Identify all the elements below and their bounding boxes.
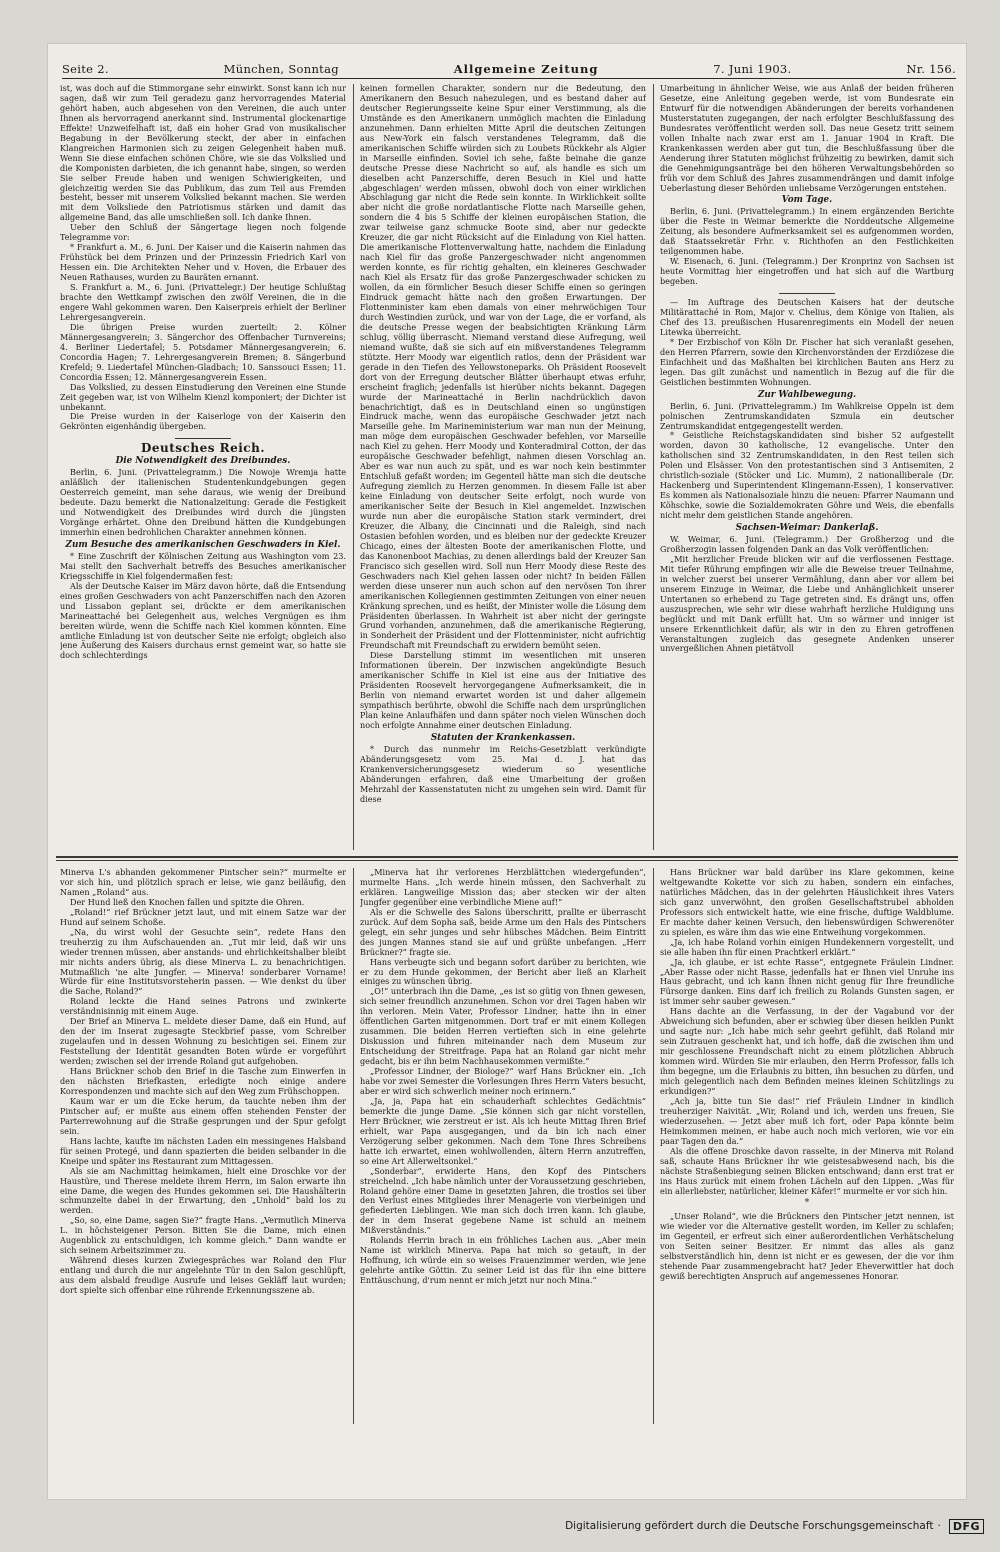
column-rule (653, 84, 654, 850)
paragraph: Diese Darstellung stimmt im wesentlichen mit unseren Informationen überein. Der inzwischen angekündigte Besuch amerikanischer Schiffe in Kiel ist eine aus der Initiative des Präsidenten Roosevelt hervorgegangene Aufmerksamkeit, die in Berlin von niemand erwartet worden ist und daher allgemein sympathisch berührte, obwohl die Schiffe nach dem ursprünglichen Plan keine Anlaufhäfen und dann später noch vielen Wünschen doch noch erfolgte Annahme einer deutschen Einladung. (360, 650, 646, 730)
paragraph: Während dieses kurzen Zwiegespräches war Roland den Flur entlang und durch die nur angelehnte Tür in den Salon geschlüpft, aus dem alsbald freudige Ausrufe und leises Gekläff laut wurden; dort spielte sich offenbar eine rührende Erkennungsszene ab. (60, 1255, 346, 1296)
place-day: München, Sonntag (223, 62, 339, 76)
paragraph: Hans dachte an die Verfassung, in der der Vagabund vor der Abweichung sich befunden, aber er schwieg über diesen heiklen Punkt und sagte nur: „Ich habe mich sehr geehrt gefühlt, daß Roland mir sein Zutrauen geschenkt hat, und ich hoffe, daß die zwischen ihm und mir geschlossene Freundschaft nicht zu einem plötzlichen Abbruch kommen wird. Würden Sie mir erlauben, den Herrn Professor, falls ich ihm begegne, um die Erlaubnis zu bitten, ihn besuchen zu dürfen, und mich gelegentlich nach dem Befinden meines kleinen Schützlings zu erkundigen?“ (660, 1006, 954, 1096)
paragraph: „Ach ja, bitte tun Sie das!“ rief Fräulein Lindner in kindlich treuherziger Naivität. „Wir, Roland und ich, werden uns freuen, Sie wiederzusehen. — Jetzt aber muß ich fort, oder Papa könnte beim Heimkommen meinen, er habe auch noch mich verloren, wie vor ein paar Tagen den da.“ (660, 1095, 954, 1146)
column-rule (353, 84, 354, 850)
paragraph: Der Brief an Minerva L. meldete dieser Dame, daß ein Hund, auf den der im Inserat zugesagte Steckbrief passe, vom Schreiber zugelaufen und in dessen Wohnung zu besichtigen sei. Einem zur Feststellung der Identität gesandten Boten würde er vorgeführt werden; zwischen sei der irrende Roland gut aufgehoben. (60, 1016, 346, 1067)
paragraph: Als er die Schwelle des Salons überschritt, prallte er überrascht zurück. Auf dem Sopha saß, beide Arme um den Hals des Pintschers gelegt, ein sehr junges und sehr hübsches Mädchen. Beim Eintritt des jungen Mannes stand sie auf und grüßte unbefangen. „Herr Brückner?“ fragte sie. (360, 906, 646, 957)
paragraph: „Minerva hat ihr verlorenes Herzblättchen wiedergefunden“, murmelte Hans. „Ich werde hinein müssen, den Sachverhalt zu erklären. Langweilige Mission das; aber stecken wir der alten Jungfer gegenüber eine verbindliche Miene auf!“ (360, 868, 646, 907)
divider (175, 438, 231, 439)
paragraph: „Ja, ja, Papa hat ein schauderhaft schlechtes Gedächtnis“ bemerkte die junge Dame. „Sie können sich gar nicht vorstellen, Herr Brückner, wie zerstreut er ist. Als ich heute Mittag Ihren Brief erhielt, war Papa ausgegangen, und da bin ich nach einer Verzögerung selber gekommen. Nach dem Tone Ihres Schreibens hatte ich erwartet, einen wohlwollenden, ältern Herrn anzutreffen, so eine Art Allerweltsonkel.“ (360, 1095, 646, 1166)
paragraph: Minerva L's abhanden gekommener Pintscher sein?“ murmelte er vor sich hin, und plötzlich sprach er leise, wie ganz beiläufig, den Namen „Roland“ aus. (60, 868, 346, 897)
article-heading: Vom Tage. (781, 195, 833, 206)
article-heading: Sachsen-Weimar: Dankerlaß. (735, 523, 879, 534)
divider (779, 293, 835, 294)
paragraph: S. Frankfurt a. M., 6. Juni. (Privattelegr.) Der heutige Schlußtag brachte den Wettkampf zwischen den zwölf Vereinen, die in die engere Wahl gekommen waren. Den Kaiserpreis erhielt der Berliner Lehrergesangverein. (60, 282, 346, 322)
paragraph: * Geistliche Reichstagskandidaten sind bisher 52 aufgestellt worden, davon 30 katholische, 12 evangelische. Unter den katholischen sind 32 Zentrumskandidaten, in den Rest teilen sich Polen und Elsässer. Von den protestantischen sind 3 Antisemiten, 2 christlich-soziale (Stöcker und Lic. Mumm), 2 nationalliberale (Dr. Hackenberg und Superintendent Klingemann-Essen), 1 konservativer. Es kommen als Nationalsoziale hinzu die neuen: Pfarrer Naumann und Köhschke, sowie die Sozialdemokraten Göhre und Weis, die ebenfalls nicht mehr dem geistlichen Stande angehören. (660, 430, 954, 521)
paragraph: * Der Erzbischof von Köln Dr. Fischer hat sich veranlaßt gesehen, den Herren Pfarrern, sowie den Kirchenvorständen der Erzdiözese die Einfachheit und das Maßhalten bei kirchlichen Bauten ans Herz zu legen. Das gilt zunächst und namentlich in Bezug auf die für die Geistlichen bestimmten Wohnungen. (660, 336, 954, 387)
paragraph: * Durch das nunmehr im Reichs-Gesetzblatt verkündigte Abänderungsgesetz vom 25. Mai d. J. hat das Krankenversicherungsgesetz wiederum so wesentliche Abänderungen erfahren, daß eine Umarbeitung der großen Mehrzahl der Kassenstatuten nicht zu umgehen sein wird. Damit für diese (360, 743, 646, 804)
feuilleton-divider (56, 856, 958, 858)
paragraph: W. Eisenach, 6. Juni. (Telegramm.) Der Kronprinz von Sachsen ist heute Vormittag hier eingetroffen und hat sich auf die Wartburg begeben. (660, 256, 954, 287)
newspaper-page (48, 44, 966, 1499)
paragraph: „Roland!“ rief Brückner jetzt laut, und mit einem Satze war der Hund auf seinem Schoße. (60, 906, 346, 927)
paragraph: Die übrigen Preise wurden zuerteilt: 2. Kölner Männergesangverein; 3. Sängerchor des Offenbacher Turnvereins; 4. Berliner Liedertafel; 5. Potsdamer Männergesangverein; 6. Concordia Hagen; 7. Lehrergesangverein Bremen; 8. Sängerbund Krefeld; 9. Liedertafel München-Gladbach; 10. Sanssouci Essen; 11. Concordia Essen; 12. Männergesangverein Essen. (60, 321, 346, 382)
article-heading: Zum Besuche des amerikanischen Geschwaders in Kiel. (65, 539, 341, 550)
paragraph: „Sonderbar“, erwiderte Hans, den Kopf des Pintschers streichelnd. „Ich habe nämlich unter der Voraussetzung geschrieben, Roland gehöre einer Dame in gesetzten Jahren, die trostlos sei über den Verlust eines Mitgliedes ihrer Menagerie von vierbeinigen und gefiederten Lieblingen. Wie man sich doch irren kann. Ich glaube, der in dem Inserat gegebene Name ist schuld an meinem Mißverständnis.“ (360, 1165, 646, 1236)
page-label: Seite 2. (62, 62, 109, 76)
news-column-2 (360, 84, 646, 852)
article-heading: Zur Wahlbewegung. (757, 389, 857, 400)
paragraph: Berlin, 6. Juni. (Privattelegramm.) Die Nowoje Wremja hatte anläßlich der italienischen Studentenkundgebungen gegen Oesterreich gemeint, man sehe daraus, wie wenig der Dreibund bedeute. Dazu bemerkt die Nationalzeitung: Gerade die Festigkeit und Notwendigkeit des Dreibundes wird durch die jüngsten Vorgänge erhärtet. Ohne den Dreibund hätten die Kundgebungen immerhin einen bedrohlichen Charakter annehmen können. (60, 467, 346, 537)
paragraph: „O!“ unterbrach ihn die Dame, „es ist so gütig von Ihnen gewesen, sich seiner freundlich anzunehmen. Schon vor drei Tagen haben wir ihn verloren. Mein Vater, Professor Lindner, hatte ihn in einer öffentlichen Garten mitgenommen. Dort traf er mit einem Kollegen zusammen. Die beiden Herren vertieften sich in eine gelehrte Diskussion und fuhren miteinander nach dem Museum zur Entscheidung der Streitfrage. Papa hat an Roland gar nicht mehr gedacht, bis er ihn beim Nachhausekommen vermißte.“ (360, 986, 646, 1067)
feuilleton-divider-thin (56, 860, 958, 861)
paragraph: Rolands Herrin brach in ein fröhliches Lachen aus. „Aber mein Name ist wirklich Minerva. Papa hat mich so getauft, in der Hoffnung, ich würde ein so weises Frauenzimmer werden, wie jene gelehrte antike Göttin. Zu seiner Leid ist das für ihn eine bittere Enttäuschung, d'rum nennt er mich jetzt nur noch Mina.“ (360, 1235, 646, 1286)
paragraph: Kaum war er um die Ecke herum, da tauchte neben ihm der Pintscher auf; er mußte aus einem offen stehenden Fenster der Parterrewohnung auf die Straße gesprungen und der Spur gefolgt sein. (60, 1095, 346, 1136)
paragraph: „Professor Lindner, der Biologe?“ warf Hans Brückner ein. „Ich habe vor zwei Semester die Vorlesungen Ihres Herrn Vaters besucht, aber er wird sich schwerlich meiner noch erinnern.“ (360, 1066, 646, 1096)
footer-credit: Digitalisierung gefördert durch die Deutsche Forschungsgemeinschaft (565, 1520, 934, 1532)
paragraph: „Ja, ich glaube, er ist echte Rasse“, entgegnete Fräulein Lindner. „Aber Rasse oder nicht Rasse, jedenfalls hat er Ihnen viel Unruhe ins Haus gebracht, und ich kann Ihnen nicht genug für Ihre freundliche Fürsorge danken. Eins darf ich freilich zu Rolands Gunsten sagen, er ist immer sehr sauber gewesen.“ (660, 956, 954, 1007)
paragraph: „Mit herzlicher Freude blicken wir auf die verflossenen Festtage. Mit tiefer Rührung empfingen wir alle die Beweise treuer Teilnahme, in welcher zuerst bei unserer Vermählung, dann aber vor allem bei unserem Einzuge in Weimar, die Liebe und Anhänglichkeit unserer Untertanen so erhebend zu Tage getreten sind. Es drängt uns, offen auszusprechen, wie sehr wir diese wahrhaft herzliche Huldigung uns beglückt und mit Dank erfüllt hat. Um so wärmer und inniger ist unsere Erkenntlichkeit dafür, als wir in den zu Ehren getroffenen Veranstaltungen zugleich das gesegnete Andenken unserer unvergeßlichen Ahnen pietätvoll (660, 553, 954, 654)
paragraph: keinen formellen Charakter, sondern nur die Bedeutung, den Amerikanern den Besuch nahezulegen, und es bestand daher auf deutscher Regierungsseite keine Spur einer Verstimmung, als die Umstände es den Amerikanern unmöglich machten die Einladung anzunehmen. Dann erhielten Mitte April die deutschen Zeitungen aus New-York ein falsch verstandenes Telegramm, daß die amerikanischen Schiffe würden sich zu Loubets Rückkehr als Algier in Marseille einfinden. Soviel ich sehe, faßte beinahe die ganze deutsche Presse diese Nachricht so auf, als handle es sich um dieselben acht Panzerschiffe, deren Besuch in Kiel und hatte ‚abgeschlagen' werden müssen, obwohl doch von einer wirklichen Abschlagung gar nicht die Rede sein konnte. In Wirklichkeit sollte aber nicht die große nordatlantische Flotte nach Marseille gehen, sondern die 4 bis 5 Schiffe der kleinen europäischen Station, die zwar teilweise ganz schmucke Boote sind, aber nur gedeckte Kreuzer, die gar nicht Rücksicht auf die Einladung von Kiel hatten. Die amerikanische Flottenverwaltung hatte, nachdem die Einladung nach Kiel für das große Panzergeschwader nicht angenommen werden konnte, es für richtig gehalten, ein kleineres Geschwader nach Kiel als Ersatz für das große Panzergeschwader schicken zu wollen, da ein förmlicher Besuch dieser Schiffe einen so geringen Eindruck gemacht hätte nach den großen Erwartungen. Der Flottenminister kam eben damals von einer mehrwöchigen Tour durch Westindien zurück, und war von der Lage, die er vorfand, als die deutsche Presse wegen der beabsichtigten Kränkung Lärm schlug, völlig überrascht. Niemand verstand diese Aufregung, weil niemand wußte, daß sie sich auf ein mißverstandenes Telegramm stützte. Herr Moody war eigentlich ratlos, denn der Präsident war gerade in den Tiefen des Yellowstoneparks. Oh Präsident Roosevelt dort von der Erregung deutscher Blätter überhaupt etwas erfuhr, erscheint fraglich; jedenfalls ist hierüber nichts bekannt. Dagegen wurde der Marineattaché in Berlin nachdrücklich davon benachrichtigt, daß es in Deutschland einen so ungünstigen Eindruck mache, wenn das europäische Geschwader jetzt nach Marseille gehe. Im Marineministerium war man nun der Meinung, man möge dem europäischen Geschwader befehlen, vor Marseille nach Kiel zu gehen. Herr Moody und Konteradmiral Cotton, der das europäische Geschwader befehligt, nahmen diesen Vorschlag an. Aber es war nun auch zu spät, und es war noch kein bestimmter Entschluß gefaßt worden; im Gegenteil hätte man sich die deutsche Aufregung ziemlich zu Herzen genommen. In diesem Falle ist aber keine Einladung von deutscher Seite erfolgt, noch wurde von amerikanischer Seite der Besuch in Kiel angemeldet. Inzwischen wurde nun aber die europäische Station stark vermindert, drei Kreuzer, die Albany, die Cincinnati und die Raleigh, sind nach Ostasien befohlen worden, und es bleiben nur der gedeckte Kreuzer Chicago, eines der ältesten Boote der amerikanischen Flotte, und das Kanonenboot Machias, zu denen allerdings bald der Kreuzer San Francisco sich gesellen wird. Soll nun Herr Moody diese Reste des Geschwaders nach Kiel gehen lassen oder nicht? In beiden Fällen werden diese unserer nun auch schon auf den nervösen Ton ihrer amerikanischen Kollegiennen gestimmten Zeitungen von einer neuen Kränkung sprechen, und es heißt, der Minister wolle die Lösung dem Präsidenten überlassen. In Wahrheit ist aber nicht der geringste Grund vorhanden, anzunehmen, daß die amerikanische Regierung, in Sonderheit der Präsident und der Flottenminister, nicht aufrichtig Freundschaft mit Freundschaft zu erwidern bemüht seien. (360, 84, 646, 651)
masthead (62, 56, 956, 79)
paragraph: „Unser Roland“, wie die Brückners den Pintscher jetzt nennen, ist wie wieder vor die Alternative gestellt worden, im Keller zu schlafen; im Gegenteil, er erfreut sich einer außerordentlichen Verhätschelung von Seiten seiner Besitzer. Er nimmt das alles als ganz selbstverständlich hin, denn ist nicht er es gewesen, der die vor ihm stehende Paar zusammengebracht hat? Jeder Eheverwittler hat doch gewiß berechtigten Anspruch auf angemessenes Honorar. (660, 1211, 954, 1282)
paragraph: Berlin, 6. Juni. (Privattelegramm.) Im Wahlkreise Oppeln ist dem polnischen Zentrumskandidaten Szmula ein deutscher Zentrumskandidat entgegengestellt werden. (660, 400, 954, 431)
column-rule (653, 868, 654, 1424)
paragraph: „Na, du wirst wohl der Gesuchte sein“, redete Hans den treuherzig zu ihm Aufschauenden an. „Tut mir leid, daß wir uns wieder trennen müssen, aber anstands- und ehrlichkeitshalber bleibt mir nichts anders übrig, als diese Minerva L. zu benachrichtigen. Mutmaßlich 'ne alte Jungfer. — Minerva! sonderbarer Vorname! Würde für eine Institutsvorsteherin passen. — Wie denkst du über die Sache, Roland?“ (60, 926, 346, 997)
paragraph: Roland leckte die Hand seines Patrons und zwinkerte verständnisinnig mit einem Auge. (60, 996, 346, 1017)
paragraph: Hans Brückner war bald darüber ins Klare gekommen, keine weltgewandte Kokette vor sich zu haben, sondern ein einfaches, natürliches Mädchen, das in der gelehrten Häuslichkeit ihres Vaters sich ganz unverwöhnt, den großen Gesellschaftstrubel abholden Professors sich entwickelt hatte, wie eine frische, duftige Waldblume. Er machte daher keinen Versuch, den liebenswürdigen Schwerenöter zu spielen, es wäre ihm das wie eine Entweihung vorgekommen. (660, 868, 954, 937)
paragraph: Hans lachte, kaufte im nächsten Laden ein messingenes Halsband für seinen Protegé, und dann spazierten die beiden selbander in die Kneipe und später ins Restaurant zum Mittagessen. (60, 1135, 346, 1166)
paragraph: — Im Auftrage des Deutschen Kaisers hat der deutsche Militärattaché in Rom, Major v. Chelius, dem Könige von Italien, als Chef des 13. preußischen Husarenregiments ein Modell der neuen Litewka überreicht. (660, 297, 954, 337)
section-star-icon: * (804, 1198, 810, 1209)
paragraph: Als sie am Nachmittag heimkamen, hielt eine Droschke vor der Haustüre, und Therese meldete ihrem Herrn, im Salon erwarte ihn eine Dame, die wegen des Hundes gekommen sei. Die Haushälterin schmunzelte dabei in der Erwartung, den „Unhold“ bald los zu werden. (60, 1165, 346, 1216)
paragraph: Als der Deutsche Kaiser im März davon hörte, daß die Entsendung eines großen Geschwaders von acht Panzerschiffen nach den Azoren und Lissabon geplant sei, drückte er dem amerikanischen Marineattaché bei Gelegenheit aus, welches Vergnügen es ihm bereiten würde, wenn die Schiffe nach Kiel kommen könnten. Eine amtliche Einladung ist von deutscher Seite nie erfolgt; obgleich also jene Äußerung des Kaisers durchaus ernst gemeint war, so hatte sie doch schlechterdings (60, 580, 346, 661)
news-column-1 (60, 84, 346, 852)
paragraph: Hans Brückner schob den Brief in die Tasche zum Einwerfen in den nächsten Briefkasten, erledigte noch einige andere Korrespondenzen und machte sich auf den Weg zum Frühschoppen. (60, 1066, 346, 1096)
issue-date: 7. Juni 1903. (713, 62, 792, 76)
digitization-footer (0, 1500, 1000, 1552)
section-title: Deutsches Reich. (140, 441, 266, 456)
paragraph: Berlin, 6. Juni. (Privattelegramm.) In einem ergänzenden Berichte über die Feste in Weimar bemerkte die Norddeutsche Allgemeine Zeitung, als besondere Aufmerksamkeit sei es aufgenommen worden, daß Staatssekretär Frhr. v. Richthofen an den Festlichkeiten teilgenommen habe. (660, 206, 954, 257)
paragraph: Umarbeitung in ähnlicher Weise, wie aus Anlaß der beiden früheren Gesetze, eine Anleitung gegeben werde, ist vom Bundesrate ein Entwurf für die notwendigen Abänderungen der bereits vorhandenen Musterstatuten zugegangen, der nach erfolgter Beschlußfassung des Bundesrates veröffentlicht werden soll. Das neue Gesetz tritt seinem vollen Inhalte nach zwar erst am 1. Januar 1904 in Kraft. Die Krankenkassen werden aber gut tun, die Beschlußfassung über die Aenderung ihrer Statuten möglichst frühzeitig zu bewirken, damit sich die Genehmigungsanträge bei den höheren Verwaltungsbehörden so früh vor dem Schluß des Jahres zusammendrängen und damit infolge Ueberlastung dieser Behörden unliebsame Verzögerungen entstehen. (660, 84, 954, 193)
news-column-3 (660, 84, 954, 852)
paragraph: Die Preise wurden in der Kaiserloge von der Kaiserin den Gekrönten eigenhändig übergeben. (60, 411, 346, 432)
newspaper-title: Allgemeine Zeitung (453, 62, 599, 76)
article-heading: Die Notwendigkeit des Dreibundes. (115, 456, 291, 467)
column-rule (353, 868, 354, 1424)
paragraph: Der Hund ließ den Knochen fallen und spitzte die Ohren. (70, 896, 305, 907)
paragraph: Hans verbeugte sich und begann sofort darüber zu berichten, wie er zu dem Hunde gekommen, der Bericht aber ließ an Klarheit einiges zu wünschen übrig. (360, 956, 646, 987)
paragraph: „So, so, eine Dame, sagen Sie?“ fragte Hans. „Vermutlich Minerva L. in höchsteigener Person. Bitten Sie die Dame, mich einen Augenblick zu entschuldigen, ich komme gleich.“ Dann wandte er sich seinem Arbeitszimmer zu. (60, 1215, 346, 1256)
footer-separator: · (937, 1520, 941, 1532)
paragraph: Ueber den Schluß der Sängertage liegen noch folgende Telegramme vor: (60, 222, 346, 243)
article-heading: Statuten der Krankenkassen. (430, 732, 576, 743)
paragraph: Das Volkslied, zu dessen Einstudierung den Vereinen eine Stunde Zeit gegeben war, ist von Wilhelm Kienzl komponiert; der Dichter ist unbekannt. (60, 381, 346, 412)
issue-number: Nr. 156. (906, 62, 956, 76)
paragraph: * Frankfurt a. M., 6. Juni. Der Kaiser und die Kaiserin nahmen das Frühstück bei dem Prinzen und der Prinzessin Friedrich Karl von Hessen ein. Die Architekten Neher und v. Hoven, die Erbauer des Neuen Rathauses, wurden zu Bauräten ernannt. (60, 242, 346, 283)
paragraph: W. Weimar, 6. Juni. (Telegramm.) Der Großherzog und die Großherzogin lassen folgenden Dank an das Volk veröffentlichen: (660, 533, 954, 554)
paragraph: * Eine Zuschrift der Kölnischen Zeitung aus Washington vom 23. Mai stellt den Sachverhalt betreffs des Besuches amerikanischer Kriegsschiffe in Kiel folgendermaßen fest: (60, 550, 346, 581)
paragraph: ist, was doch auf die Stimmorgane sehr einwirkt. Sonst kann ich nur sagen, daß wir zum Teil geradezu ganz hervorragendes Material gehört haben, auch abgesehen von den Vereinen, die auch unter Ihnen als hervorragend anerkannt sind. Instrumental glockenartige Effekte! Unzweifelhaft ist, daß ein hoher Grad von musikalischer Begabung in der Bevölkerung steckt, der aber in einfachen Klangreichen Harmonien sich zu zeigen Gelegenheit haben muß. Wenn Sie diese einfachen schönen Chöre, wie sie das Volkslied und die Komponisten darbieten, die ich genannt habe, singen, so werden Sie selber Freude haben und wenigen Schwierigkeiten, und gleichzeitig werden Sie das Publikum, das zum Teil aus Fremden besteht, besser mit unserem Volkslied bekannt machen. Sie werden mit dem Volksliede den Patriotismus stärken und damit das allgemeine Band, das alle umschließen soll. Ich danke Ihnen. (60, 84, 346, 223)
dfg-logo-icon: DFG (949, 1519, 984, 1534)
paragraph: „Ja, ich habe Roland vorhin einigen Hundekennern vorgestellt, und sie alle haben ihn für einen Prachtkerl erklärt.“ (660, 936, 954, 957)
feuilleton-column-2 (360, 868, 646, 1428)
feuilleton-column-3 (660, 868, 954, 1428)
paragraph: Als die offene Droschke davon rasselte, in der Minerva mit Roland saß, schaute Hans Brückner ihr wie geistesabwesend nach, bis die nächste Straßenbiegung seinen Blicken entschwand; dann erst trat er ins Haus zurück mit einem frohen Lächeln auf den Lippen. „Was für ein allerliebster, natürlicher, kleiner Käfer!“ murmelte er vor sich hin. (660, 1145, 954, 1196)
feuilleton-column-1 (60, 868, 346, 1428)
